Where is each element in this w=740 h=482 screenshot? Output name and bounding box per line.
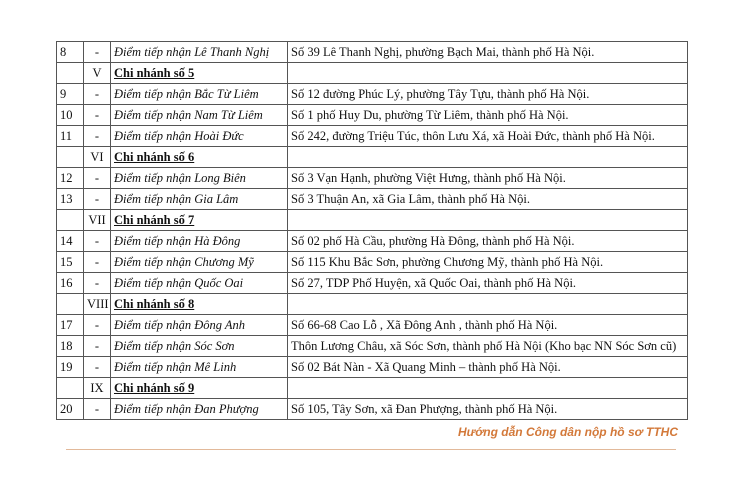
reception-point-address — [288, 63, 688, 84]
branch-row — [57, 63, 688, 84]
row-number: 12 — [57, 168, 84, 189]
branch-name: Chi nhánh số 8 — [111, 294, 288, 315]
reception-point-address — [288, 294, 688, 315]
reception-point-address: Thôn Lương Châu, xã Sóc Sơn, thành phố Hà Nội (Kho bạc NN Sóc Sơn cũ) — [288, 336, 688, 357]
reception-point-address: Số 115 Khu Bắc Sơn, phường Chương Mỹ, thành phố Hà Nội. — [288, 252, 688, 273]
reception-point-address — [288, 378, 688, 399]
row-number — [57, 378, 84, 399]
row-number: 9 — [57, 84, 84, 105]
reception-point-address: Số 12 đường Phúc Lý, phường Tây Tựu, thành phố Hà Nội. — [288, 84, 688, 105]
reception-point-address: Số 02 phố Hà Cầu, phường Hà Đông, thành phố Hà Nội. — [288, 231, 688, 252]
row-number — [57, 147, 84, 168]
table-row — [57, 273, 688, 294]
table-row — [57, 357, 688, 378]
row-dash: - — [84, 105, 111, 126]
row-dash: - — [84, 231, 111, 252]
row-dash: - — [84, 168, 111, 189]
reception-point-address: Số 3 Thuận An, xã Gia Lâm, thành phố Hà Nội. — [288, 189, 688, 210]
table-row — [57, 336, 688, 357]
branch-name: Chi nhánh số 5 — [111, 63, 288, 84]
reception-point-address: Số 66-68 Cao Lỗ , Xã Đông Anh , thành phố Hà Nội. — [288, 315, 688, 336]
branch-roman-numeral: VII — [84, 210, 111, 231]
row-number: 16 — [57, 273, 84, 294]
reception-point-name: Điểm tiếp nhận Sóc Sơn — [111, 336, 288, 357]
table-row — [57, 231, 688, 252]
reception-point-name: Điểm tiếp nhận Hà Đông — [111, 231, 288, 252]
row-dash: - — [84, 84, 111, 105]
reception-point-name: Điểm tiếp nhận Hoài Đức — [111, 126, 288, 147]
table-row — [57, 252, 688, 273]
row-number — [57, 294, 84, 315]
branch-row — [57, 210, 688, 231]
row-dash: - — [84, 315, 111, 336]
row-number: 17 — [57, 315, 84, 336]
row-number: 10 — [57, 105, 84, 126]
branch-row — [57, 378, 688, 399]
footer-divider — [66, 449, 676, 450]
table-row — [57, 84, 688, 105]
row-number: 18 — [57, 336, 84, 357]
reception-point-name: Điểm tiếp nhận Đông Anh — [111, 315, 288, 336]
reception-point-name: Điểm tiếp nhận Quốc Oai — [111, 273, 288, 294]
reception-point-address: Số 3 Vạn Hạnh, phường Việt Hưng, thành phố Hà Nội. — [288, 168, 688, 189]
row-number — [57, 63, 84, 84]
row-number: 15 — [57, 252, 84, 273]
row-dash: - — [84, 399, 111, 420]
branch-name: Chi nhánh số 9 — [111, 378, 288, 399]
table-row — [57, 315, 688, 336]
branch-name: Chi nhánh số 7 — [111, 210, 288, 231]
row-number: 20 — [57, 399, 84, 420]
row-dash: - — [84, 42, 111, 63]
footer-caption: Hướng dẫn Công dân nộp hồ sơ TTHC — [458, 425, 678, 439]
branch-name: Chi nhánh số 6 — [111, 147, 288, 168]
reception-point-address: Số 105, Tây Sơn, xã Đan Phượng, thành phố Hà Nội. — [288, 399, 688, 420]
reception-point-name: Điểm tiếp nhận Mê Linh — [111, 357, 288, 378]
table-row — [57, 42, 688, 63]
reception-point-address — [288, 147, 688, 168]
table-row — [57, 189, 688, 210]
branch-roman-numeral: IX — [84, 378, 111, 399]
branch-roman-numeral: V — [84, 63, 111, 84]
reception-point-name: Điểm tiếp nhận Chương Mỹ — [111, 252, 288, 273]
row-dash: - — [84, 252, 111, 273]
reception-point-address: Số 02 Bát Nàn - Xã Quang Minh – thành phố Hà Nội. — [288, 357, 688, 378]
row-number: 19 — [57, 357, 84, 378]
row-number: 14 — [57, 231, 84, 252]
row-dash: - — [84, 273, 111, 294]
row-dash: - — [84, 126, 111, 147]
table-row — [57, 399, 688, 420]
row-number: 8 — [57, 42, 84, 63]
row-number — [57, 210, 84, 231]
branch-row — [57, 294, 688, 315]
table-row — [57, 105, 688, 126]
branch-roman-numeral: VI — [84, 147, 111, 168]
row-number: 13 — [57, 189, 84, 210]
reception-point-name: Điểm tiếp nhận Lê Thanh Nghị — [111, 42, 288, 63]
reception-point-name: Điểm tiếp nhận Đan Phượng — [111, 399, 288, 420]
branch-row — [57, 147, 688, 168]
row-dash: - — [84, 357, 111, 378]
reception-point-name: Điểm tiếp nhận Bắc Từ Liêm — [111, 84, 288, 105]
reception-point-name: Điểm tiếp nhận Long Biên — [111, 168, 288, 189]
reception-point-address — [288, 210, 688, 231]
row-dash: - — [84, 189, 111, 210]
reception-points-table — [56, 41, 688, 420]
reception-point-address: Số 242, đường Triệu Túc, thôn Lưu Xá, xã Hoài Đức, thành phố Hà Nội. — [288, 126, 688, 147]
table-body — [57, 42, 688, 420]
row-dash: - — [84, 336, 111, 357]
reception-point-name: Điểm tiếp nhận Gia Lâm — [111, 189, 288, 210]
row-number: 11 — [57, 126, 84, 147]
reception-point-address: Số 1 phố Huy Du, phường Từ Liêm, thành phố Hà Nội. — [288, 105, 688, 126]
table-row — [57, 126, 688, 147]
branch-roman-numeral: VIII — [84, 294, 111, 315]
table-row — [57, 168, 688, 189]
reception-point-address: Số 27, TDP Phố Huyện, xã Quốc Oai, thành phố Hà Nội. — [288, 273, 688, 294]
reception-point-name: Điểm tiếp nhận Nam Từ Liêm — [111, 105, 288, 126]
reception-point-address: Số 39 Lê Thanh Nghị, phường Bạch Mai, thành phố Hà Nội. — [288, 42, 688, 63]
